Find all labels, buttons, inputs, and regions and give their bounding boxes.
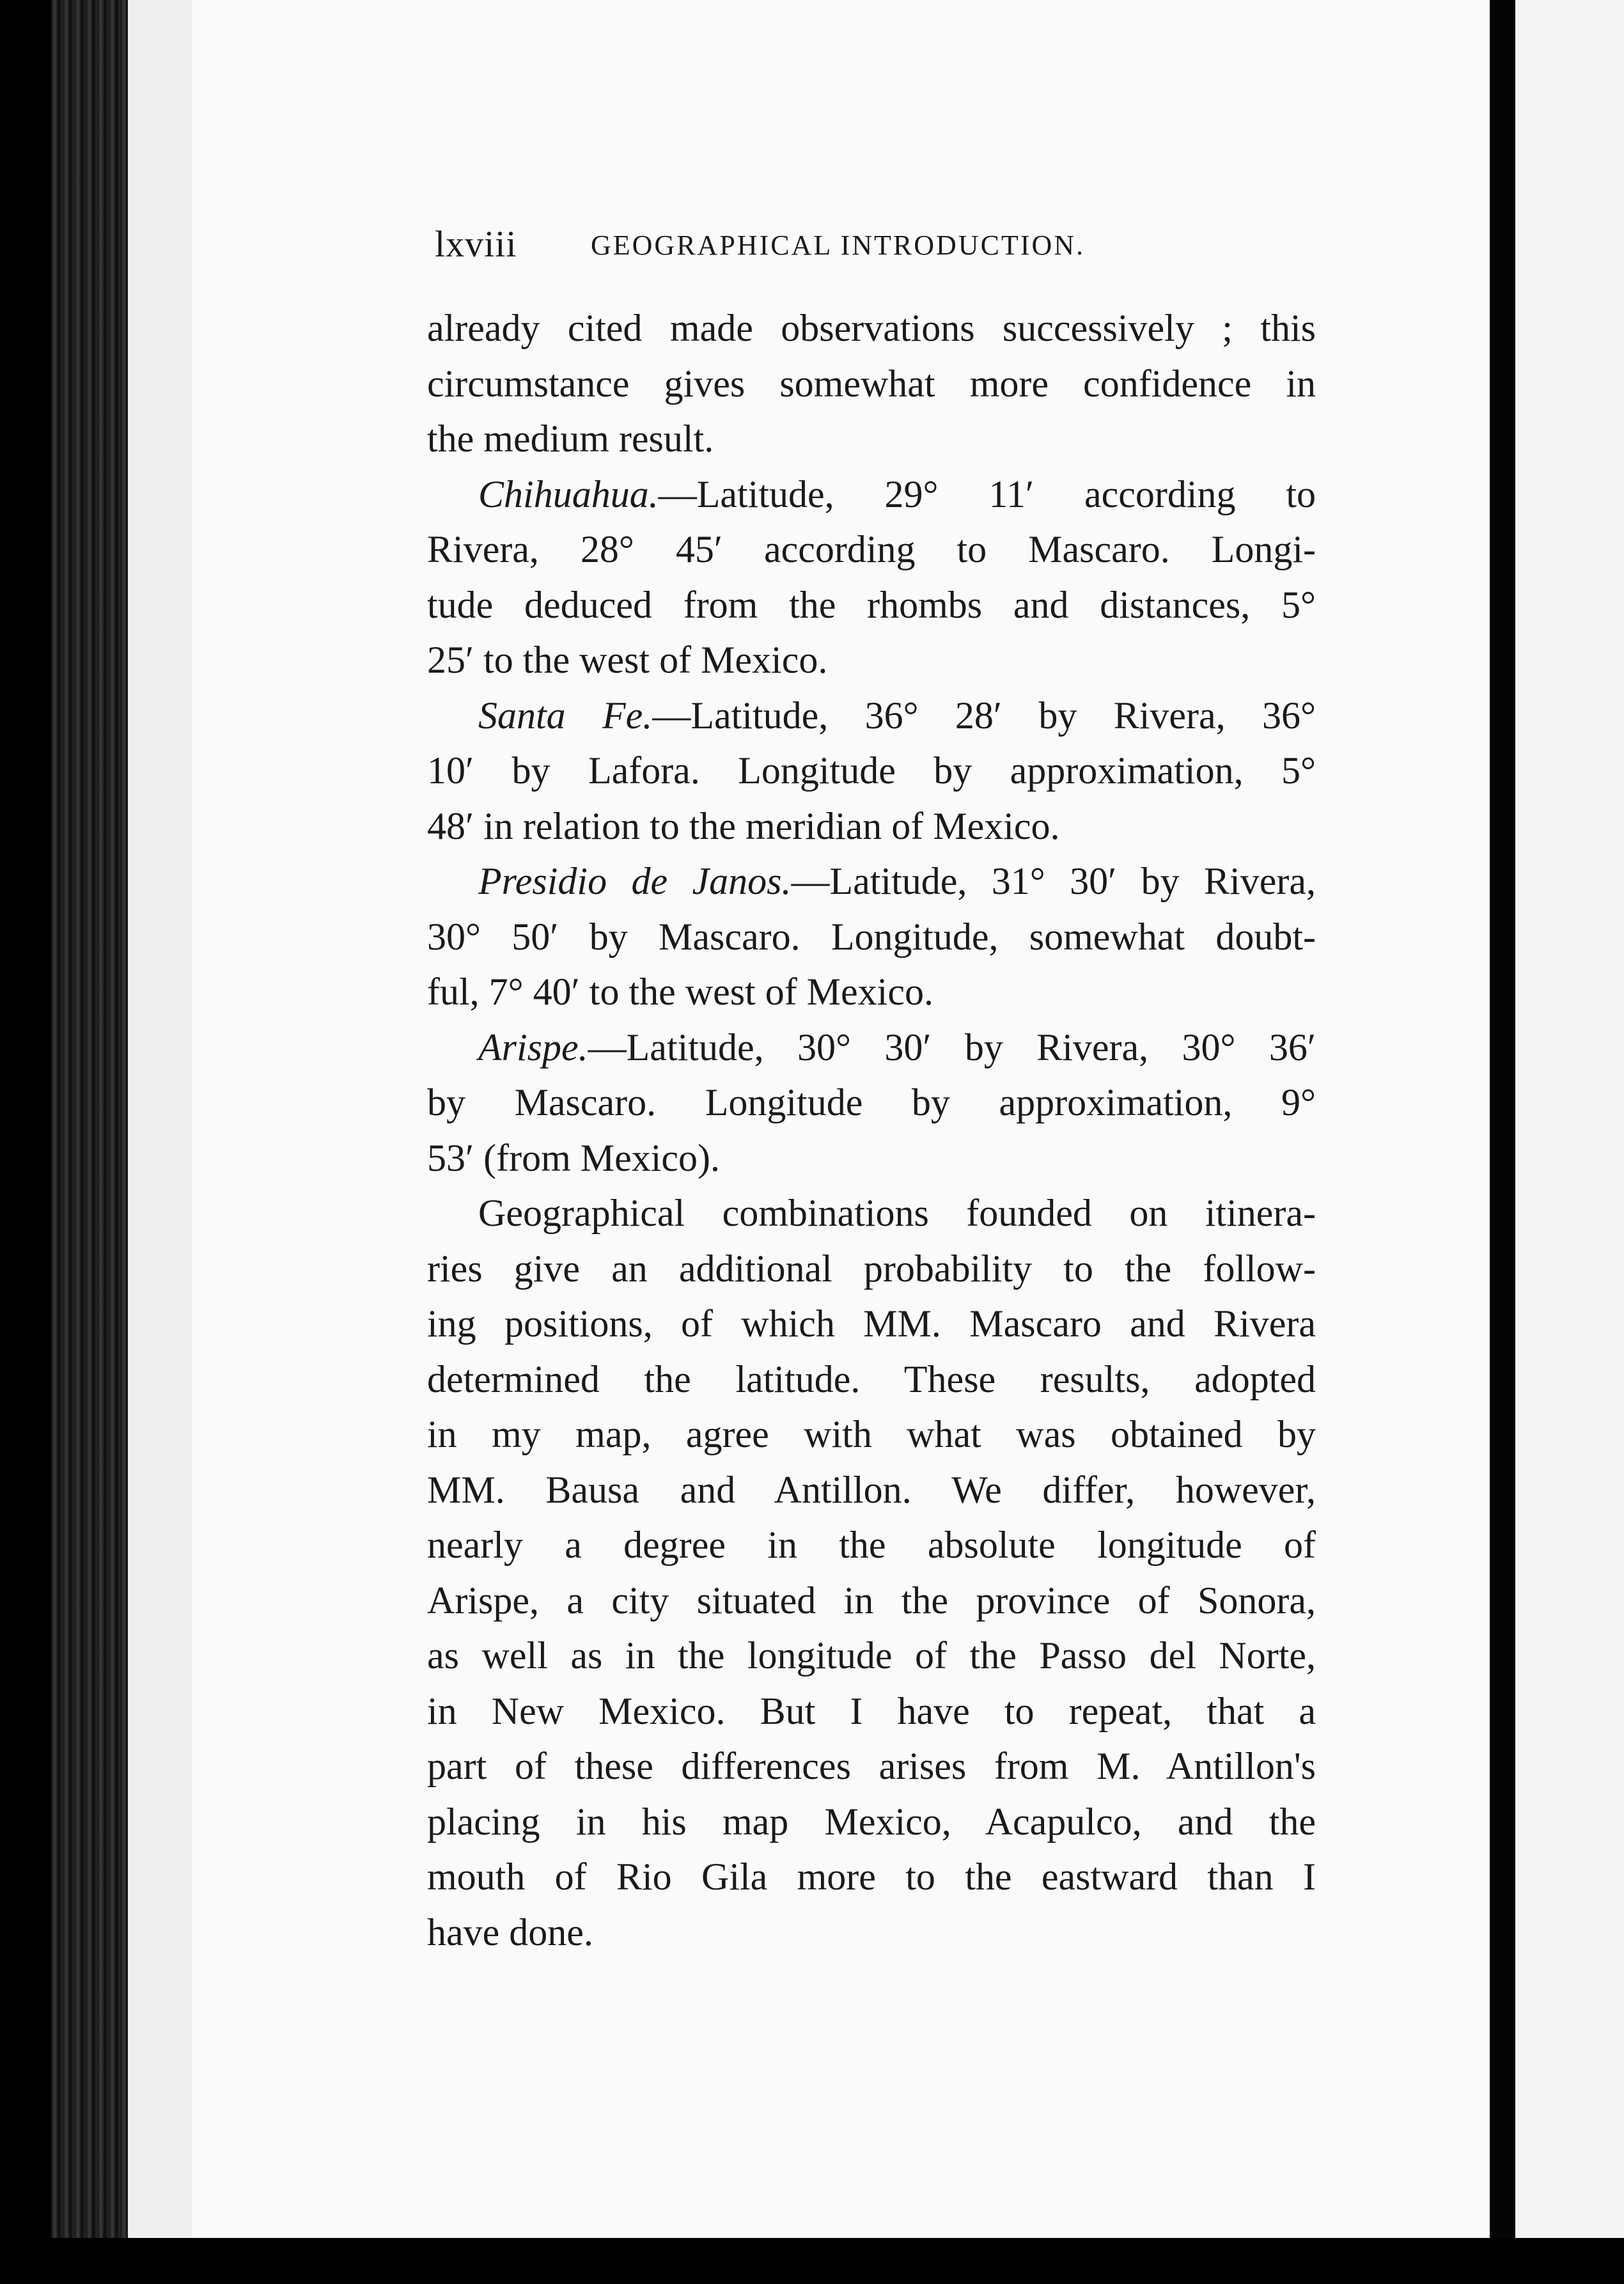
text-line: mouth of Rio Gila more to the eastward than I xyxy=(427,1856,1316,1898)
text-line: determined the latitude. These results, adopted xyxy=(427,1357,1316,1400)
text-line: ful, 7° 40′ to the west of Mexico. xyxy=(427,971,933,1013)
text-line: nearly a degree in the absolute longitude of xyxy=(427,1524,1316,1566)
text-line: Arispe.—Latitude, 30° 30′ by Rivera, 30° 36′ xyxy=(478,1026,1316,1068)
text-line: in my map, agree with what was obtained by xyxy=(427,1413,1316,1455)
text-line: already cited made observations successively ; this xyxy=(427,307,1316,349)
text-line: placing in his map Mexico, Acapulco, and the xyxy=(427,1800,1316,1843)
bottom-shadow xyxy=(0,2238,1624,2284)
text-line: as well as in the longitude of the Passo del Norte, xyxy=(427,1634,1316,1677)
text-line: ries give an additional probability to the follow- xyxy=(427,1247,1316,1290)
text-line: Presidio de Janos.—Latitude, 31° 30′ by Rivera, xyxy=(478,860,1316,902)
text-line: Arispe, a city situated in the province of Sonora, xyxy=(427,1579,1316,1622)
page-number: lxviii xyxy=(435,223,517,265)
place-name: Santa Fe. xyxy=(478,694,653,737)
text-line: part of these differences arises from M. Antillon's xyxy=(427,1745,1316,1787)
text-line: Rivera, 28° 45′ according to Mascaro. Longi- xyxy=(427,528,1316,570)
page-header xyxy=(435,223,1240,267)
text-line: 53′ (from Mexico). xyxy=(427,1136,720,1179)
book-binding-edge xyxy=(51,0,128,2284)
page-right-edge xyxy=(1490,0,1515,2284)
place-name: Chihuahua. xyxy=(478,473,659,515)
text-line: 48′ in relation to the meridian of Mexico. xyxy=(427,804,1060,847)
text-line: Santa Fe.—Latitude, 36° 28′ by Rivera, 36° xyxy=(478,694,1316,737)
text-line: 25′ to the west of Mexico. xyxy=(427,639,828,681)
page-gutter xyxy=(128,0,192,2284)
text-line: 30° 50′ by Mascaro. Longitude, somewhat doubt- xyxy=(427,915,1316,958)
text-line: Chihuahua.—Latitude, 29° 11′ according to xyxy=(478,473,1316,515)
text-line: 10′ by Lafora. Longitude by approximation, 5° xyxy=(427,749,1316,792)
text-line: MM. Bausa and Antillon. We differ, however, xyxy=(427,1468,1316,1511)
text-line: tude deduced from the rhombs and distances, 5° xyxy=(427,583,1316,626)
place-name: Arispe. xyxy=(478,1026,588,1068)
text-line: in New Mexico. But I have to repeat, that a xyxy=(427,1689,1316,1732)
text-line: by Mascaro. Longitude by approximation, 9° xyxy=(427,1081,1316,1123)
text-line: the medium result. xyxy=(427,418,714,460)
place-name: Presidio de Janos. xyxy=(478,860,792,902)
adjacent-page xyxy=(1515,0,1624,2284)
text-line: circumstance gives somewhat more confidence in xyxy=(427,362,1316,405)
running-head: GEOGRAPHICAL INTRODUCTION. xyxy=(591,230,1085,261)
body-text xyxy=(427,301,1316,1960)
text-line: Geographical combinations founded on itinera- xyxy=(478,1192,1316,1234)
text-line: have done. xyxy=(427,1911,593,1953)
text-line: ing positions, of which MM. Mascaro and Rivera xyxy=(427,1302,1316,1345)
